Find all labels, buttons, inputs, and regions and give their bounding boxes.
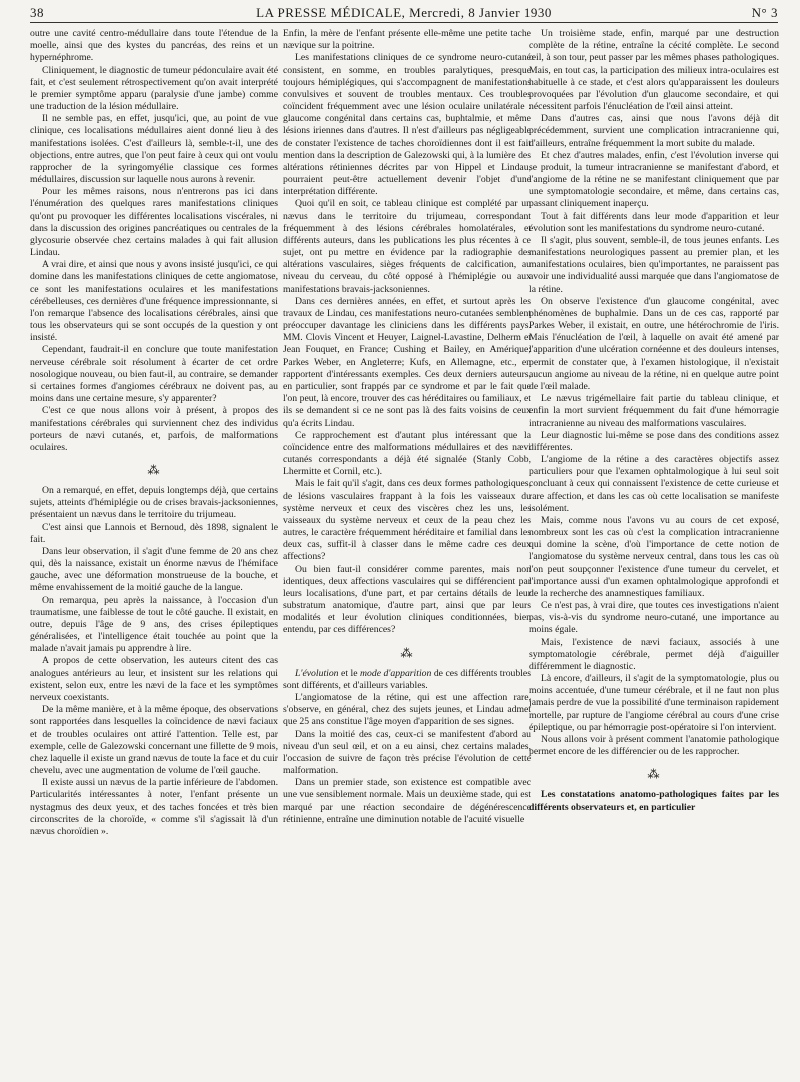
- issue-number: N° 3: [751, 5, 778, 20]
- header-rule: [30, 22, 778, 23]
- paragraph: Mais, l'existence de nævi faciaux, associés à une symptomatologie cérébrale, permet déjà d'aiguiller différemment le diagnostic.: [529, 636, 779, 672]
- paragraph: Dans ces dernières années, en effet, et surtout après les travaux de Lindau, ces manifestations neuro-cutanées semblent préoccuper davantage les cliniciens dans les différents pays. MM. Clovis Vincent et Heuyer, Laignel-Lavastine, Delherm et Jean Fouquet, en France; Cushing et Bailey, en Amérique; Parkes Weber, en Angleterre; Kufs, en Allemagne, etc., en rapportent d'intéressants exemples. Ces deux derniers auteurs, en particulier, sont frappés par ce syndrome et par le fait que l'on peut, là encore, trouver des cas héréditaires ou familiaux, et ils se demandent si ce ne sont pas là des faits voisins de ceux qu'a écrits Lindau.: [283, 295, 531, 429]
- paragraph: Mais le fait qu'il s'agit, dans ces deux formes pathologiques, de lésions vasculaires frappant à la fois les vaisseaux du système nerveux et ceux des viscères chez les uns, les vaisseaux du système nerveux et ceux de la peau chez les autres, le caractère fréquemment héréditaire et familial dans les deux cas, suffit-il à classer dans le même cadre ces deux affections?: [283, 478, 531, 563]
- section-separator-asterism: ⁂: [400, 645, 414, 660]
- paragraph: A propos de cette observation, les auteurs citent des cas analogues antérieurs au leur, et insistent sur les relations qui existent, selon eux, entre les nævi de la face et les symptômes nerveux coexistants.: [30, 655, 278, 703]
- paragraph: Il s'agit, plus souvent, semble-il, de tous jeunes enfants. Les manifestations neurologiques passent au premier plan, et les manifestations oculaires, bien qu'importantes, ne paraissent pas avoir une individualité aussi marquée que dans l'angiomatose de la rétine.: [529, 234, 779, 295]
- page-header: [30, 3, 778, 23]
- section-separator-asterism: ⁂: [147, 463, 161, 478]
- section-separator-asterism: ⁂: [647, 767, 661, 782]
- paragraph: Tout à fait différents dans leur mode d'apparition et leur évolution sont les manifestations du syndrome neuro-cutané.: [529, 210, 779, 234]
- italic-term: L'évolution: [295, 667, 339, 679]
- paragraph: Dans la moitié des cas, ceux-ci se manifestent d'abord au niveau d'un seul œil, et on a eu ainsi, chez certains malades, l'occasion de suivre de façon très précise l'évolution de cette malformation.: [283, 728, 531, 777]
- paragraph: L'angiome de la rétine a des caractères objectifs assez particuliers pour que l'examen ophtalmologique à lui seul soit concluant à ceux qui connaissent l'existence de cette curieuse et rare affection, et dans les cas où cette localisation se manifeste isolément.: [529, 454, 779, 514]
- paragraph: Et chez d'autres malades, enfin, c'est l'évolution inverse qui se produit, la tumeur intracranienne se manifestant d'abord, et l'angiome de la rétine ne se manifestant cliniquement que par une symptomatologie secondaire, et même, dans certains cas, passant cliniquement inaperçu.: [529, 149, 779, 210]
- paragraph: A vrai dire, et ainsi que nous y avons insisté jusqu'ici, ce qui domine dans les manifestations cliniques de cette angiomatose, ce sont les manifestations oculaires et les manifestations cérébelleuses, ces dernières d'une fréquence impressionnante, si l'on remarque l'absence des localisations cérébrales, ainsi que tous les observateurs qui se sont occupés de la question y ont insisté.: [30, 259, 278, 344]
- paragraph: De la même manière, et à la même époque, des observations sont rapportées dans lesquelles la coïncidence de nævi faciaux et de troubles oculaires ont attiré l'attention. Telle est, par exemple, celle de Galezowski concernant une fillette de 9 mois, chez laquelle il existe un grand nævus de toute la face et du cuir chevelu, avec une augmentation de volume de l'œil gauche.: [30, 704, 278, 777]
- paragraph: Cliniquement, le diagnostic de tumeur pédonculaire avait été fait, et c'est seulement rétrospectivement qu'on avait interprété le premier symptôme apparu (paralysie d'une jambe) comme une traduction de la lésion médullaire.: [30, 64, 278, 113]
- paragraph-text: de ces différents troubles sont différents, et d'ailleurs variables.: [283, 667, 531, 691]
- paragraph: Ce n'est pas, à vrai dire, que toutes ces investigations n'aient pas, vis-à-vis du syndrome neuro-cutané, une importance au moins égale.: [529, 600, 779, 636]
- paragraph: On remarqua, peu après la naissance, à l'occasion d'un traumatisme, une faiblesse de tout le côté gauche. Il existait, en outre, depuis l'âge de 9 ans, des crises épileptiques généralisées, et l'intelligence était touchée au point que la malade n'avait jamais pu apprendre à lire.: [30, 594, 278, 655]
- paragraph: Dans leur observation, il s'agit d'une femme de 20 ans chez qui, dès la naissance, existait un énorme nævus de l'hémiface gauche, avec une déformation monstrueuse de la bouche, et même envahissement de la moitié gauche de la langue.: [30, 545, 278, 594]
- paragraph: Il ne semble pas, en effet, jusqu'ici, que, au point de vue clinique, ces localisations médullaires aient donné lieu à des manifestations isolées. C'est d'ailleurs là, semble-t-il, une des objections, entre autres, que l'on peut faire à ceux qui ont voulu rapprocher de la syringomyélie classique ces formes médullaires, discussion sur laquelle nous aurons à revenir.: [30, 113, 278, 186]
- paragraph: L'angiomatose de la rétine, qui est une affection rare, s'observe, en général, chez des sujets jeunes, et Lindau admet que 25 ans constitue l'âge moyen d'apparition de ses signes.: [283, 691, 531, 728]
- paragraph: Là encore, d'ailleurs, il s'agit de la symptomatologie, plus ou moins accentuée, d'une tumeur cérébrale, et il ne faut non plus jamais perdre de vue la possibilité d'une terminaison rapidement mortelle, par rupture de l'angiome cérébral au cours d'une crise épileptique, ou par hémorragie post-opératoire si l'on intervient.: [529, 673, 779, 733]
- paragraph: Nous allons voir à présent comment l'anatomie pathologique permet encore de les différencier ou de les rapprocher.: [529, 733, 779, 758]
- paragraph: Ou bien faut-il considérer comme parentes, mais non identiques, deux affections vasculaires qui se différencient par leurs localisations, d'une part, et par certains détails de leur substratum anatomique, d'autre part, ainsi que par leurs modalités et leur évolution cliniques conditionnées, bien entendu, par ces différences?: [283, 563, 531, 636]
- paragraph: Cependant, faudrait-il en conclure que toute manifestation nerveuse cérébrale soit résolument à écarter de cet ordre nosologique nouveau, ou bien faut-il, au contraire, se demander si certaines formes d'angiomes cérébraux ne doivent pas, au moins dans une certaine mesure, s'y apparenter?: [30, 344, 278, 405]
- paragraph: Quoi qu'il en soit, ce tableau clinique est complété par un nævus dans le territoire du trijumeau, correspondant fréquemment à des lésions cérébrales homolatérales, et différents auteurs, dans les publications les plus récentes à ce sujet, ont pu mettre en évidence par la radiographie des altérations vasculaires, sièges fréquents de calcification, au niveau du cerveau, du côté opposé à l'hémiplégie ou aux manifestations bravais-jacksoniennes.: [283, 198, 531, 295]
- paragraph: Les manifestations cliniques de ce syndrome neuro-cutané consistent, en somme, en troubles paralytiques, presque toujours hémiplégiques, qui s'accompagnent de manifestations convulsives et souvent de troubles mentaux. Ces troubles coïncident fréquemment avec une lésion oculaire unilatérale : glaucome congénital dans certains cas, buphtalmie, et même lésions iriennes dans d'autres. Il n'est d'ailleurs pas négligeable de constater l'existence de taches choroïdiennes dont il est fait mention dans la description de Galezowski qui, à la lumière des altérations rétiniennes décrites par von Hippel et Lindau, pourraient peut-être actuellement devenir l'objet d'une interprétation différente.: [283, 52, 531, 198]
- paragraph: Pour les mêmes raisons, nous n'entrerons pas ici dans l'énumération des quelques rares manifestations cliniques qu'ont pu provoquer les différentes localisations viscérales, ni dans la discussion des origines pancréatiques ou centrales de la glycosurie observée chez certains malades à qui fait allusion Lindau.: [30, 186, 278, 259]
- paragraph: C'est ce que nous allons voir à présent, à propos des manifestations cérébrales qui surviennent chez des individus porteurs de nævi cutanés, et, parfois, de malformations oculaires.: [30, 405, 278, 453]
- paragraph: [283, 668, 531, 692]
- paragraph: Il existe aussi un nævus de la partie inférieure de l'abdomen. Particularités intéressantes à noter, l'enfant présente un nystagmus des deux yeux, et des taches foncées et très bien circonscrites de la choroïde, « comme s'il s'agissait là d'un nævus choroïdien ».: [30, 777, 278, 837]
- paragraph: Enfin, la mère de l'enfant présente elle-même une petite tache nævique sur la poitrine.: [283, 28, 531, 52]
- paragraph: Dans un premier stade, son existence est compatible avec une vue sensiblement normale. Mais un deuxième stade, qui est marqué par une réaction secondaire de dégénérescence rétinienne, entraîne une diminution notable de l'acuité visuelle: [283, 777, 531, 825]
- paragraph: Le nævus trigémellaire fait partie du tableau clinique, et enfin la mort survient fréquemment du fait d'une hémorragie intracranienne au niveau des malformations vasculaires.: [529, 393, 779, 429]
- paragraph: Leur diagnostic lui-même se pose dans des conditions assez différentes.: [529, 429, 779, 453]
- page-number: 38: [30, 5, 44, 20]
- column-2: [283, 28, 531, 1078]
- paragraph: On a remarqué, en effet, depuis longtemps déjà, que certains sujets, atteints d'hémiplégie ou de crises bravais-jacksoniennes, présentaient un nævus dans le territoire du trijumeau.: [30, 485, 278, 521]
- section-lead-paragraph: Les constatations anatomo-pathologiques faites par les différents observateurs et, en particulier: [529, 789, 779, 813]
- paragraph: Dans d'autres cas, ainsi que nous l'avons déjà dit précédemment, survient une complication intracranienne qui, d'ailleurs, entraîne fréquemment la mort subite du malade.: [529, 113, 779, 149]
- paragraph: Un troisième stade, enfin, marqué par une destruction complète de la rétine, entraîne la cécité complète. Le second œil, à son tour, peut passer par les mêmes phases pathologiques. Mais, en tout cas, la participation des milieux intra-oculaires est habituelle à ce stade, et c'est alors qu'apparaissent les douleurs provoquées par l'évolution d'un glaucome secondaire, et qui nécessitent parfois l'énucléation de l'œil ainsi atteint.: [529, 28, 779, 113]
- italic-term: mode d'apparition: [360, 667, 432, 679]
- paragraph: C'est ainsi que Lannois et Bernoud, dès 1898, signalent le fait.: [30, 521, 278, 545]
- paragraph-text: et le: [338, 667, 361, 679]
- column-1: [30, 28, 278, 1078]
- journal-title: LA PRESSE MÉDICALE, Mercredi, 8 Janvier 1930: [256, 5, 552, 20]
- column-3: [529, 28, 779, 1078]
- paragraph: Ce rapprochement est d'autant plus intéressant que la coïncidence entre des malformations médullaires et des nævi cutanés correspondants a déjà été signalée (Stanly Cobb, Lhermitte et Cornil, etc.).: [283, 429, 531, 478]
- paragraph: outre une cavité centro-médullaire dans toute l'étendue de la moelle, ainsi que des kystes du pancréas, des reins et un hypernéphrome.: [30, 28, 278, 64]
- paragraph: Mais, comme nous l'avons vu au cours de cet exposé, nombreux sont les cas où c'est la complication intracranienne qui domine la scène, d'où l'importance de cette notion de l'angiomatose du système nerveux central, dans tous les cas où l'on peut soupçonner l'existence d'une tumeur du cervelet, et l'importance aussi d'un examen ophtalmologique approfondi et de la recherche des anamnestiques familiaux.: [529, 514, 779, 599]
- paragraph: On observe l'existence d'un glaucome congénital, avec phénomènes de buphalmie. Dans un de ces cas, rapporté par Parkes Weber, il existait, en outre, une hétérochromie de l'iris. Mais l'énucléation de l'œil, à laquelle on avait été amené par l'apparition d'une ulcération cornéenne et des douleurs intenses, permit de constater que, à l'examen histologique, il n'existait aucun angiome au niveau de la rétine, ni en quelque autre point de l'œil malade.: [529, 295, 779, 392]
